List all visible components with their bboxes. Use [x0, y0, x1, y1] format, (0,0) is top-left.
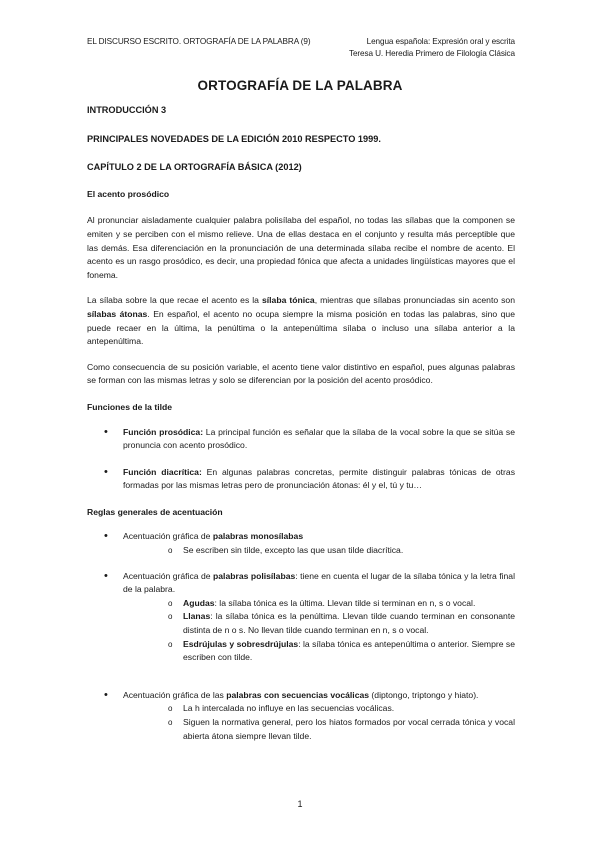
item-text: o La h intercalada no influye en las secuencias vocálicas.	[183, 703, 395, 714]
list-item	[87, 466, 515, 493]
paragraph-silaba-tonica	[87, 294, 515, 348]
item-text: Acentuación gráfica de las	[123, 689, 227, 700]
term-funcion-diacritica: Función diacrítica:	[123, 466, 202, 477]
term-funcion-prosodica: Función prosódica:	[123, 426, 204, 437]
heading-reglas-acentuacion: Reglas generales de acentuación	[87, 506, 223, 517]
heading-novedades: PRINCIPALES NOVEDADES DE LA EDICIÓN 2010 RESPECTO 1999.	[87, 133, 381, 144]
heading-capitulo: CAPÍTULO 2 DE LA ORTOGRAFÍA BÁSICA (2012)	[87, 162, 302, 173]
running-header-right	[349, 36, 515, 60]
item-text: En algunas palabras concretas, permite distinguir palabras tónicas de otras formadas por las mismas letras pero de pronunciación átonas: él y el, tú y tu…	[123, 466, 515, 491]
term-agudas: Agudas	[183, 597, 215, 608]
reglas-list	[87, 530, 515, 743]
sub-list-item	[123, 544, 515, 558]
item-text: o Se escriben sin tilde, excepto las que usan tilde diacrítica.	[183, 545, 404, 556]
item-text: : tiene en cuenta el lugar de la sílaba tónica y la letra final de la palabra.	[123, 570, 515, 595]
heading-funciones-tilde: Funciones de la tilde	[87, 401, 172, 412]
text-run: La sílaba sobre la que recae el acento es la	[87, 295, 262, 306]
page-title: ORTOGRAFÍA DE LA PALABRA	[197, 78, 403, 93]
page-number: 1	[297, 799, 303, 809]
item-text: : la sílaba tónica es antepenúltima o anterior. Siempre se escriben con tilde.	[183, 638, 515, 663]
heading-acento-prosodico: El acento prosódico	[87, 188, 170, 199]
sub-list-item	[123, 638, 515, 665]
term-polisilabas: palabras polisílabas	[213, 570, 296, 581]
list-item	[87, 426, 515, 453]
paragraph-valor-distintivo: Como consecuencia de su posición variable, el acento tiene valor distintivo en español, pues algunas palabras se forman con las mismas letras y solo se diferencian por la posición del acento prosódico.	[87, 361, 515, 386]
item-text: (diptongo, triptongo y hiato).	[369, 689, 479, 700]
text-run: , mientras que sílabas pronunciadas sin acento son	[314, 295, 515, 306]
list-item	[87, 570, 515, 665]
running-header-left: EL DISCURSO ESCRITO. ORTOGRAFÍA DE LA PALABRA (9)	[87, 37, 311, 46]
term-silaba-tonica: sílaba tónica	[261, 295, 315, 306]
header-course: Lengua española: Expresión oral y escrita	[366, 37, 515, 46]
document-body	[87, 104, 515, 743]
item-text: La principal función es señalar que la sílaba de la vocal sobre la que se sitúa se pronuncia con acento prosódico.	[123, 426, 515, 451]
sub-list-item	[123, 597, 515, 611]
term-monosilabas: palabras monosílabas	[212, 531, 304, 542]
term-esdrujulas: Esdrújulas y sobresdrújulas	[183, 638, 299, 649]
list-item	[87, 689, 515, 743]
heading-introduccion: INTRODUCCIÓN 3	[87, 105, 167, 115]
item-text: Acentuación gráfica de	[123, 570, 214, 581]
item-text: Acentuación gráfica de	[123, 531, 213, 542]
sub-list-item	[123, 702, 515, 716]
paragraph-acento: Al pronunciar aisladamente cualquier palabra polisílaba del español, no todas las sílabas que la componen se emiten y se perciben con el mismo relieve. Una de ellas destaca en el conjunto y resulta más perceptible que las demás. Esa diferenciación en la pronunciación de una determinada sílaba recibe el nombre de acento. El acento es un rasgo prosódico, es decir, una propiedad fónica que afecta a unidades lingüísticas mayores que el fonema.	[87, 215, 515, 280]
item-text: : la sílaba tónica es la penúltima. Llevan tilde cuando terminan en consonante distinta de n o s. No llevan tilde cuando terminan en n, s o vocal.	[183, 611, 515, 636]
term-llanas: Llanas	[183, 611, 211, 622]
term-silabas-atonas: sílabas átonas	[87, 308, 148, 319]
item-text: o Siguen la normativa general, pero los hiatos formados por vocal cerrada tónica y vocal abierta átona siempre llevan tilde.	[183, 717, 515, 741]
item-text: : la sílaba tónica es la última. Llevan tilde si terminan en n, s o vocal.	[214, 597, 476, 608]
term-secuencias-vocalicas: palabras con secuencias vocálicas	[226, 689, 370, 700]
sub-list-item	[123, 610, 515, 637]
funciones-list	[87, 426, 515, 493]
list-item	[87, 530, 515, 557]
text-run: . En español, el acento no ocupa siempre la misma posición en todas las palabras, sino que puede recaer en la última, la penúltima o la antepenúltima sílaba o incluso una sílaba anterior a la antepenúltima.	[87, 308, 515, 347]
sub-list-item	[123, 716, 515, 743]
header-author: Teresa U. Heredia Primero de Filología Clásica	[348, 49, 515, 58]
